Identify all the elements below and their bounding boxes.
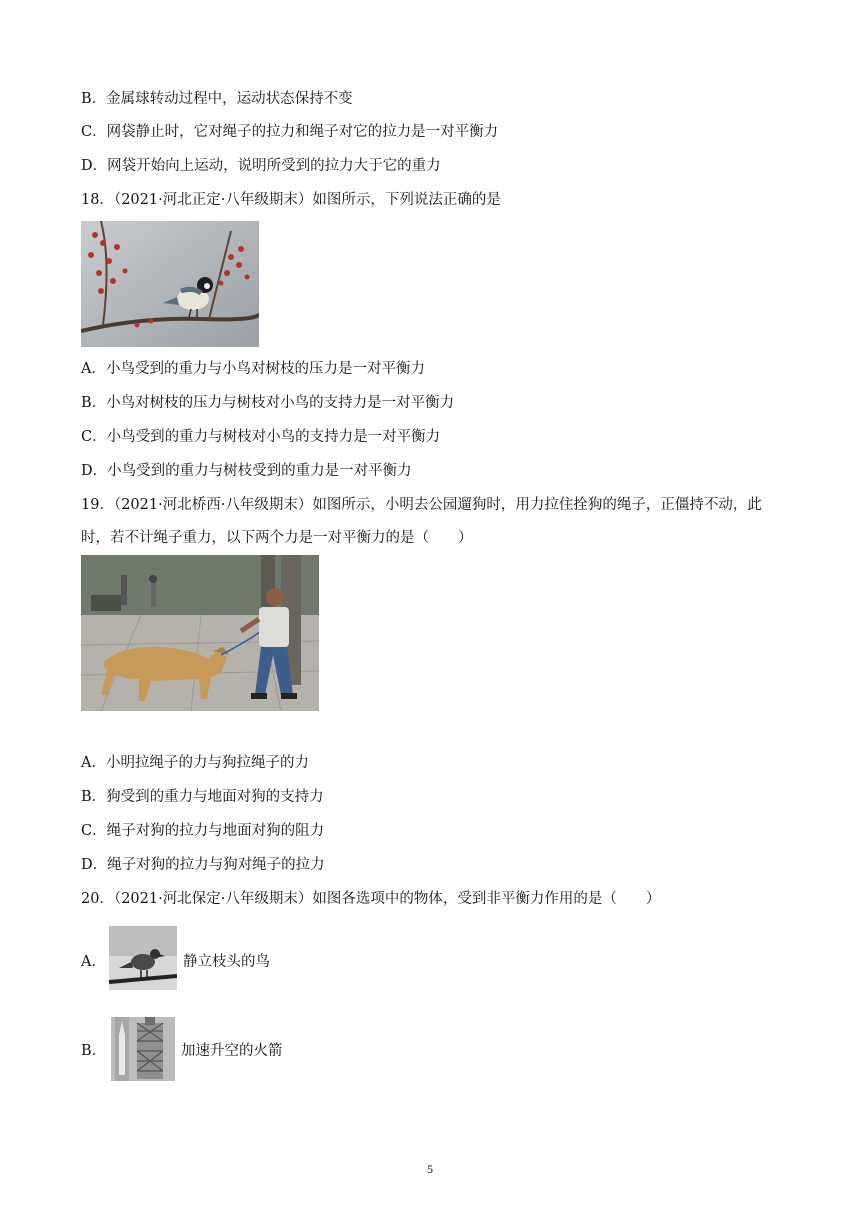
q18-option-b: B．小鸟对树枝的压力与树枝对小鸟的支持力是一对平衡力 <box>81 395 455 411</box>
q20-option-b-label: B． <box>81 1043 107 1059</box>
q19-option-d: D．绳子对狗的拉力与狗对绳子的拉力 <box>81 857 325 873</box>
prev-option-c: C．网袋静止时，它对绳子的拉力和绳子对它的拉力是一对平衡力 <box>81 124 499 140</box>
q20-option-b-rocket-image <box>111 1017 175 1081</box>
page-number: 5 <box>427 1162 433 1176</box>
q18-option-d: D．小鸟受到的重力与树枝受到的重力是一对平衡力 <box>81 463 412 479</box>
q20-option-b-text: 加速升空的火箭 <box>181 1043 283 1059</box>
prev-option-d: D．网袋开始向上运动，说明所受到的拉力大于它的重力 <box>81 158 441 174</box>
q19-option-a: A．小明拉绳子的力与狗拉绳子的力 <box>81 755 309 771</box>
q20-option-a-text: 静立枝头的鸟 <box>183 954 270 970</box>
q19-option-b: B．狗受到的重力与地面对狗的支持力 <box>81 789 324 805</box>
q19-stem-line1: 19．（2021·河北桥西·八年级期末）如图所示，小明去公园遛狗时，用力拉住拴狗的绳子，正僵持不动，此 <box>81 497 762 513</box>
q18-option-c: C．小鸟受到的重力与树枝对小鸟的支持力是一对平衡力 <box>81 429 441 445</box>
q18-option-a: A．小鸟受到的重力与小鸟对树枝的压力是一对平衡力 <box>81 361 425 377</box>
q19-dog-walking-photo <box>81 555 319 711</box>
q20-option-a-label: A． <box>81 954 106 970</box>
q20-stem: 20．（2021·河北保定·八年级期末）如图各选项中的物体，受到非平衡力作用的是（ ） <box>81 891 661 907</box>
q19-option-c: C．绳子对狗的拉力与地面对狗的阻力 <box>81 823 325 839</box>
q19-stem-line2: 时，若不计绳子重力，以下两个力是一对平衡力的是（ ） <box>81 530 473 546</box>
q20-option-a-bird-image <box>109 926 177 990</box>
q18-stem: 18．（2021·河北正定·八年级期末）如图所示，下列说法正确的是 <box>81 192 501 208</box>
q18-bird-photo <box>81 221 259 347</box>
prev-option-b: B．金属球转动过程中，运动状态保持不变 <box>81 91 353 107</box>
